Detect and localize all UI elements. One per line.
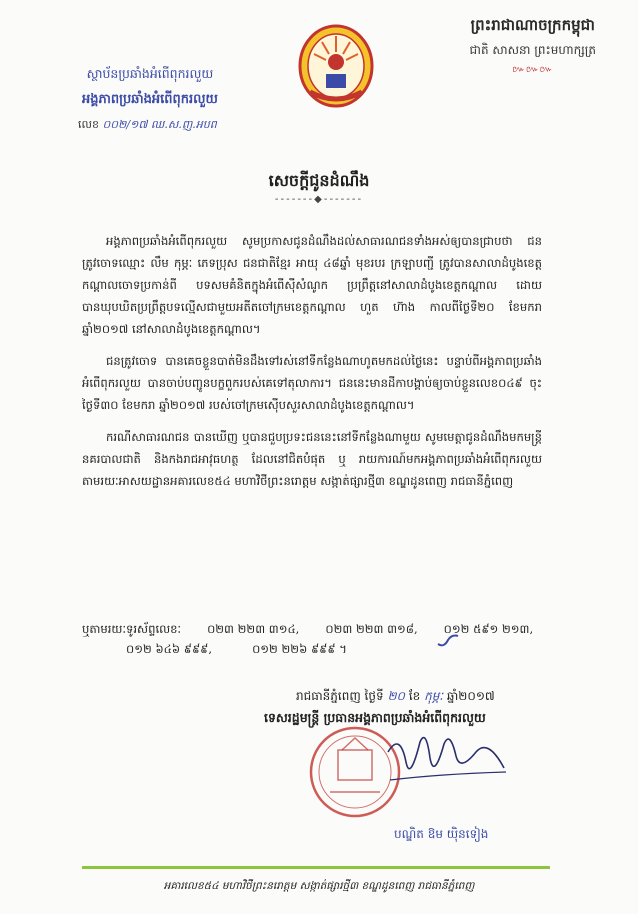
phone-number: ០១២ ៥៩១ ២១៣, bbox=[443, 622, 534, 636]
institution-seal-logo bbox=[296, 22, 376, 112]
institution-line2: អង្គភាពប្រឆាំងអំពើពុករលួយ bbox=[82, 92, 218, 107]
reference-suffix: ឈ.ស.ញ.អបព bbox=[150, 118, 217, 131]
date-day: ២០ bbox=[387, 689, 406, 703]
signing-date bbox=[296, 688, 495, 706]
phone-row-2 bbox=[126, 642, 387, 659]
reference-number bbox=[78, 118, 217, 134]
phone-row-1 bbox=[82, 618, 559, 640]
title-divider: -------◆------- bbox=[274, 194, 364, 205]
signer-title: ទេសរដ្ឋមន្ត្រី ប្រធានអង្គភាពប្រឆាំងអំពើពុករលួយ bbox=[264, 710, 486, 725]
paragraph-2: ជនត្រូវចោទ បានគេចខ្លួនបាត់មិនដឹងទៅរស់នៅទីកន្លែងណាហូតមកដល់ថ្ងៃនេះ បន្ទាប់ពីអង្គភាពប្រឆាំងអំពើពុករលួយ បានចាប់បញ្ជូនបក្ខពួករបស់គេទៅតុលាការ។ ជននេះមានដីកាបង្គាប់ឲ្យចាប់ខ្លួនលេខ០៤៩ ចុះថ្ងៃទី៣០ ខែមករា ឆ្នាំ២០១៧ របស់ចៅក្រមស៊ើបសួរសាលាដំបូងខេត្តកណ្តាល។ bbox=[82, 354, 542, 412]
kingdom-motto: ជាតិ សាសនា ព្រះមហាក្សត្រ bbox=[469, 43, 596, 57]
date-month-label: ខែ bbox=[408, 689, 421, 703]
phone-number: ០១២ ៦៤៦ ៩៩៩, bbox=[126, 642, 213, 656]
kingdom-header bbox=[470, 16, 596, 77]
paragraph-3: ករណីសាធារណជន បានឃើញ ឬបានជួបប្រទះជននេះនៅទីកន្លែងណាមួយ សូមមេត្តាជូនដំណឹងមកមន្ត្រីនគរបាលជាតិ និងកងរាជអាវុធហត្ថ ដែលនៅជិតបំផុត ឬ រាយការណ៍មកអង្គភាពប្រឆាំងអំពើពុករលួយ តាមរយៈអាសយដ្ឋានអគារលេខ៥៤ មហាវិថីព្រះនរោត្តម សង្កាត់ផ្សារថ្មី៣ ខណ្ឌដូនពេញ រាជធានីភ្នំពេញ bbox=[82, 430, 542, 488]
institution-header bbox=[82, 66, 218, 110]
reference-value: ០០២/១៧ bbox=[102, 118, 148, 131]
paragraph-1: អង្គភាពប្រឆាំងអំពើពុករលួយ សូមប្រកាសជូនដំណឹងដល់សាធារណជនទាំងអស់ឲ្យបានជ្រាបថា ជនត្រូវចោទឈ្មោះ លឹម កុម្ភៈ ភេទប្រុស ជនជាតិខ្មែរ អាយុ ៤៨ឆ្នាំ មុខរបរ ក្រឡាបញ្ជី ត្រូវបានសាលាដំបូងខេត្តកណ្តាលចោទប្រកាន់ពី បទសមគំនិតក្នុងអំពើស៊ីសំណូក ប្រព្រឹត្តនៅសាលាដំបូងខេត្តកណ្តាល ដោយបានឃុបឃិតប្រព្រឹត្តបទល្មើសជាមួយអតីតចៅក្រមខេត្តកណ្តាល ហួត ហ៊ាង កាលពីថ្ងៃទី២០ ខែមករា ឆ្នាំ២០១៧ នៅសាលាដំបូងខេត្តកណ្តាល។ bbox=[82, 234, 542, 336]
reference-label: លេខ bbox=[78, 118, 99, 131]
document-body bbox=[82, 230, 542, 502]
signer-name: បណ្ឌិត ឱម យ៉ិនទៀង bbox=[394, 827, 489, 841]
phone-number: ០១២ ២២៦ ៩៩៩ ។ bbox=[252, 642, 347, 656]
date-year: ឆ្នាំ២០១៧ bbox=[446, 689, 495, 703]
document-title: សេចក្តីជូនដំណឹង bbox=[268, 171, 370, 190]
kingdom-name: ព្រះរាជាណាចក្រកម្ពុជា bbox=[470, 16, 595, 34]
phone-number: ០២៣ ២២៣ ៣១៤, bbox=[207, 622, 300, 636]
kingdom-ornament: ៚៚៚ bbox=[512, 65, 554, 75]
phone-number: ០២៣ ២២៣ ៣១៨, bbox=[325, 622, 418, 636]
handwritten-signature-icon bbox=[380, 722, 510, 792]
footer-divider bbox=[82, 866, 550, 869]
footer-address: អគារលេខ៥៤ មហាវិថីព្រះនរោត្តម សង្កាត់ផ្សារថ្មី៣ ខណ្ឌដូនពេញ រាជធានីភ្នំពេញ bbox=[163, 880, 475, 892]
date-month: កុម្ភៈ bbox=[424, 689, 444, 703]
handwritten-tick-icon bbox=[436, 632, 460, 650]
phone-label: ឬតាមរយៈទូរស័ព្ទលេខៈ bbox=[82, 622, 182, 636]
date-place: រាជធានីភ្នំពេញ ថ្ងៃទី bbox=[296, 689, 384, 703]
institution-line1: ស្ថាប័នប្រឆាំងអំពើពុករលួយ bbox=[86, 66, 214, 81]
